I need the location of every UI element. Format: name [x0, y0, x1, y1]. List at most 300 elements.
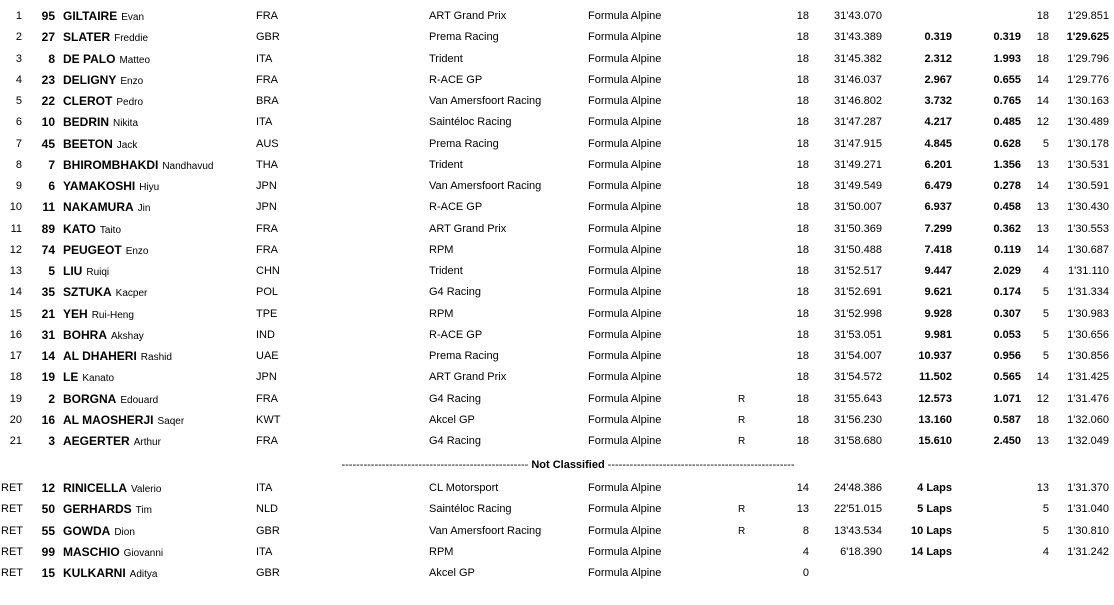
- position-cell: 9: [15, 180, 22, 192]
- driver-name-cell: [63, 49, 150, 71]
- driver-first-name: Enzo: [120, 75, 144, 87]
- best-lap-time-cell: 1'31.110: [1067, 265, 1109, 277]
- car-number-cell: 21: [41, 306, 55, 321]
- driver-last-name: GILTAIRE: [63, 9, 118, 23]
- gap-cell: 11.502: [918, 371, 952, 384]
- driver-first-name: Dion: [114, 526, 135, 538]
- laps-cell: 18: [796, 201, 809, 214]
- team-cell: ART Grand Prix: [429, 371, 507, 384]
- driver-name-cell: [63, 542, 163, 564]
- driver-last-name: AEGERTER: [63, 434, 130, 448]
- best-lap-number-cell: 13: [1036, 201, 1049, 214]
- nationality-cell: UAE: [256, 350, 279, 362]
- total-time-cell: 31'50.369: [834, 222, 882, 235]
- rookie-flag-cell: R: [738, 414, 746, 426]
- interval-cell: 0.655: [993, 73, 1021, 86]
- best-lap-time-cell: 1'31.040: [1067, 503, 1109, 516]
- laps-cell: 18: [796, 392, 809, 405]
- nationality-cell: GBR: [256, 567, 280, 579]
- position-cell: 4: [15, 73, 22, 86]
- driver-last-name: DE PALO: [63, 51, 116, 66]
- best-lap-number-cell: 5: [1042, 350, 1049, 362]
- series-cell: Formula Alpine: [588, 503, 662, 516]
- car-number-cell: 2: [48, 391, 55, 406]
- best-lap-number-cell: 4: [1042, 265, 1049, 277]
- driver-last-name: GOWDA: [63, 523, 111, 538]
- gap-cell: 9.447: [924, 265, 952, 277]
- total-time-cell: 31'52.517: [834, 265, 882, 277]
- team-cell: Trident: [429, 52, 463, 65]
- position-cell: 13: [9, 265, 22, 277]
- laps-cell: 18: [796, 180, 809, 192]
- nationality-cell: KWT: [256, 413, 281, 426]
- team-cell: Akcel GP: [429, 413, 475, 426]
- driver-name-cell: [63, 219, 121, 241]
- nationality-cell: FRA: [256, 73, 278, 86]
- best-lap-number-cell: 13: [1036, 435, 1049, 447]
- position-cell: 2: [15, 31, 22, 44]
- team-cell: Prema Racing: [429, 31, 499, 44]
- driver-name-cell: [63, 521, 135, 543]
- nationality-cell: ITA: [256, 482, 273, 494]
- best-lap-number-cell: 5: [1042, 503, 1049, 516]
- nationality-cell: JPN: [256, 371, 277, 384]
- position-cell: 21: [9, 435, 22, 447]
- driver-first-name: Saqer: [157, 415, 185, 427]
- gap-cell: 6.937: [924, 201, 952, 214]
- series-cell: Formula Alpine: [588, 265, 662, 277]
- team-cell: G4 Racing: [429, 286, 481, 299]
- position-cell: RET: [1, 545, 23, 558]
- gap-cell: 4.217: [924, 116, 952, 129]
- result-row: [0, 304, 1114, 325]
- total-time-cell: 31'52.691: [834, 286, 882, 299]
- interval-cell: 0.174: [993, 286, 1021, 299]
- total-time-cell: 24'48.386: [834, 482, 882, 494]
- driver-name-cell: [63, 304, 134, 326]
- gap-cell: 10 Laps: [911, 524, 952, 537]
- interval-cell: 0.587: [993, 413, 1021, 426]
- result-row: [0, 389, 1114, 410]
- series-cell: Formula Alpine: [588, 286, 662, 299]
- best-lap-number-cell: 14: [1036, 95, 1049, 107]
- driver-first-name: Valerio: [131, 484, 162, 495]
- position-cell: 7: [15, 137, 22, 150]
- car-number-cell: 10: [41, 115, 55, 130]
- interval-cell: 2.029: [993, 265, 1021, 277]
- car-number-cell: 16: [41, 412, 55, 427]
- driver-name-cell: [63, 346, 172, 368]
- total-time-cell: 31'43.070: [834, 10, 882, 22]
- best-lap-time-cell: 1'30.553: [1067, 222, 1109, 235]
- best-lap-number-cell: 5: [1042, 524, 1049, 537]
- driver-first-name: Freddie: [114, 33, 149, 45]
- best-lap-number-cell: 5: [1042, 137, 1049, 150]
- gap-cell: 9.621: [924, 286, 952, 299]
- interval-cell: 0.628: [993, 137, 1021, 150]
- car-number-cell: 74: [41, 242, 55, 257]
- best-lap-time-cell: 1'31.334: [1067, 286, 1109, 299]
- driver-first-name: Ruiqi: [86, 267, 110, 278]
- driver-first-name: Pedro: [116, 97, 144, 108]
- driver-first-name: Hiyu: [139, 182, 160, 193]
- gap-cell: 6.201: [924, 158, 952, 171]
- series-cell: Formula Alpine: [588, 482, 662, 494]
- total-time-cell: 22'51.015: [834, 503, 882, 516]
- not-classified-label: Not Classified: [531, 459, 605, 471]
- total-time-cell: 31'54.007: [834, 350, 882, 362]
- best-lap-time-cell: 1'30.531: [1067, 158, 1109, 171]
- position-cell: RET: [1, 482, 23, 494]
- position-cell: 14: [9, 286, 22, 299]
- car-number-cell: 22: [41, 94, 55, 108]
- best-lap-time-cell: 1'30.983: [1067, 307, 1109, 320]
- driver-name-cell: [63, 389, 158, 411]
- series-cell: Formula Alpine: [588, 137, 662, 150]
- driver-first-name: Evan: [121, 12, 145, 23]
- driver-first-name: Nikita: [113, 118, 139, 130]
- gap-cell: 7.299: [924, 222, 952, 235]
- nationality-cell: IND: [256, 328, 275, 341]
- best-lap-time-cell: 1'30.430: [1067, 201, 1109, 214]
- laps-cell: 18: [796, 265, 809, 277]
- gap-cell: 10.937: [918, 350, 952, 362]
- driver-name-cell: [63, 112, 138, 134]
- series-cell: Formula Alpine: [588, 158, 662, 171]
- series-cell: Formula Alpine: [588, 545, 662, 558]
- result-row: [0, 261, 1114, 282]
- driver-first-name: Kanato: [82, 373, 115, 385]
- driver-first-name: Nandhavud: [162, 160, 214, 172]
- driver-last-name: MASCHIO: [63, 544, 120, 559]
- best-lap-time-cell: 1'30.687: [1067, 243, 1109, 256]
- result-row: [0, 91, 1114, 112]
- best-lap-time-cell: 1'31.370: [1067, 482, 1109, 494]
- car-number-cell: 19: [41, 370, 55, 385]
- total-time-cell: 31'56.230: [834, 413, 882, 426]
- best-lap-number-cell: 5: [1042, 328, 1049, 341]
- interval-cell: 0.362: [993, 222, 1021, 235]
- series-cell: Formula Alpine: [588, 307, 662, 320]
- driver-first-name: Akshay: [111, 330, 144, 342]
- laps-cell: 4: [802, 545, 809, 558]
- car-number-cell: 3: [48, 434, 55, 448]
- total-time-cell: 31'50.488: [834, 243, 882, 256]
- best-lap-time-cell: 1'30.178: [1067, 137, 1109, 150]
- driver-name-cell: [63, 70, 143, 92]
- position-cell: 18: [9, 371, 22, 384]
- total-time-cell: 31'52.998: [834, 307, 882, 320]
- total-time-cell: 31'49.549: [834, 180, 882, 192]
- total-time-cell: 31'45.382: [834, 52, 882, 65]
- car-number-cell: 95: [41, 9, 55, 23]
- nationality-cell: FRA: [256, 10, 278, 22]
- series-cell: Formula Alpine: [588, 95, 662, 107]
- nationality-cell: THA: [256, 158, 278, 171]
- total-time-cell: 31'49.271: [834, 158, 882, 171]
- gap-cell: 15.610: [918, 435, 952, 447]
- laps-cell: 18: [796, 52, 809, 65]
- result-row: [0, 478, 1114, 499]
- driver-first-name: Taito: [99, 224, 122, 236]
- series-cell: Formula Alpine: [588, 10, 662, 22]
- driver-last-name: SLATER: [63, 30, 111, 45]
- driver-last-name: KULKARNI: [63, 566, 126, 580]
- team-cell: Trident: [429, 158, 463, 171]
- interval-cell: 0.307: [993, 307, 1021, 320]
- interval-cell: 0.053: [993, 328, 1021, 341]
- team-cell: Prema Racing: [429, 350, 499, 362]
- gap-cell: 9.928: [924, 307, 952, 320]
- series-cell: Formula Alpine: [588, 567, 662, 579]
- position-cell: 1: [15, 10, 22, 22]
- total-time-cell: 31'53.051: [834, 328, 882, 341]
- best-lap-number-cell: 13: [1036, 222, 1049, 235]
- position-cell: RET: [1, 524, 23, 537]
- best-lap-number-cell: 14: [1036, 371, 1049, 384]
- driver-first-name: Arthur: [133, 437, 161, 448]
- car-number-cell: 5: [48, 264, 55, 278]
- team-cell: Saintéloc Racing: [429, 116, 512, 129]
- gap-cell: 4.845: [924, 137, 952, 150]
- laps-cell: 18: [796, 371, 809, 384]
- result-row: [0, 49, 1114, 70]
- best-lap-time-cell: 1'29.851: [1067, 10, 1109, 22]
- best-lap-number-cell: 4: [1042, 545, 1049, 558]
- driver-first-name: Giovanni: [123, 547, 164, 559]
- driver-name-cell: [63, 176, 159, 198]
- result-row: [0, 240, 1114, 261]
- team-cell: Saintéloc Racing: [429, 503, 512, 516]
- driver-last-name: BOHRA: [63, 327, 107, 342]
- result-row: [0, 282, 1114, 303]
- interval-cell: 0.278: [993, 180, 1021, 192]
- car-number-cell: 23: [41, 72, 55, 87]
- car-number-cell: 99: [41, 544, 55, 559]
- total-time-cell: 31'46.802: [834, 95, 882, 107]
- car-number-cell: 27: [41, 30, 55, 45]
- driver-name-cell: [63, 240, 148, 262]
- series-cell: Formula Alpine: [588, 243, 662, 256]
- team-cell: Van Amersfoort Racing: [429, 524, 542, 537]
- laps-cell: 18: [796, 158, 809, 171]
- result-row: [0, 542, 1114, 563]
- car-number-cell: 31: [41, 327, 55, 342]
- rookie-flag-cell: R: [738, 436, 746, 447]
- team-cell: CL Motorsport: [429, 482, 499, 494]
- laps-cell: 18: [796, 73, 809, 86]
- driver-last-name: SZTUKA: [63, 285, 112, 300]
- series-cell: Formula Alpine: [588, 31, 662, 44]
- position-cell: 11: [10, 222, 22, 235]
- series-cell: Formula Alpine: [588, 435, 662, 447]
- interval-cell: 0.765: [993, 95, 1021, 107]
- driver-name-cell: [63, 27, 148, 49]
- driver-last-name: RINICELLA: [63, 481, 127, 495]
- laps-cell: 18: [796, 350, 809, 362]
- interval-cell: 0.458: [993, 201, 1021, 214]
- position-cell: 15: [9, 307, 22, 320]
- driver-last-name: AL DHAHERI: [63, 349, 137, 363]
- best-lap-time-cell: 1'30.489: [1067, 116, 1109, 129]
- interval-cell: 0.319: [993, 31, 1021, 44]
- driver-first-name: Matteo: [119, 54, 151, 66]
- best-lap-time-cell: 1'30.810: [1067, 524, 1109, 537]
- laps-cell: 18: [796, 307, 809, 320]
- laps-cell: 18: [796, 116, 809, 129]
- best-lap-number-cell: 18: [1036, 10, 1049, 22]
- best-lap-time-cell: 1'29.796: [1067, 52, 1109, 65]
- result-row: [0, 176, 1114, 197]
- car-number-cell: 6: [48, 179, 55, 193]
- driver-last-name: YEH: [63, 306, 88, 321]
- position-cell: 20: [9, 413, 22, 426]
- gap-cell: 13.160: [918, 413, 952, 426]
- driver-name-cell: [63, 6, 144, 28]
- best-lap-number-cell: 12: [1036, 116, 1049, 129]
- best-lap-time-cell: 1'29.625: [1066, 31, 1109, 44]
- total-time-cell: 31'54.572: [834, 371, 882, 384]
- best-lap-number-cell: 14: [1036, 243, 1049, 256]
- best-lap-number-cell: 18: [1036, 413, 1049, 426]
- driver-last-name: BEDRIN: [63, 115, 110, 130]
- laps-cell: 18: [796, 95, 809, 107]
- divider-dashes-right: ---------------------------------------------------: [607, 459, 795, 471]
- team-cell: RPM: [429, 243, 454, 256]
- position-cell: 17: [9, 350, 22, 362]
- gap-cell: 2.967: [924, 73, 952, 86]
- series-cell: Formula Alpine: [588, 116, 662, 129]
- interval-cell: 1.356: [993, 158, 1021, 171]
- series-cell: Formula Alpine: [588, 350, 662, 362]
- team-cell: R-ACE GP: [429, 328, 483, 341]
- driver-last-name: PEUGEOT: [63, 242, 122, 257]
- driver-last-name: AL MAOSHERJI: [63, 412, 154, 427]
- best-lap-time-cell: 1'30.856: [1067, 350, 1109, 362]
- driver-name-cell: [63, 282, 147, 304]
- gap-cell: 9.981: [924, 328, 952, 341]
- laps-cell: 8: [802, 524, 809, 537]
- nationality-cell: FRA: [256, 222, 278, 235]
- driver-last-name: DELIGNY: [63, 72, 117, 87]
- series-cell: Formula Alpine: [588, 222, 662, 235]
- series-cell: Formula Alpine: [588, 371, 662, 384]
- laps-cell: 18: [796, 243, 809, 256]
- gap-cell: 7.418: [924, 243, 952, 256]
- result-row: [0, 219, 1114, 240]
- rookie-flag-cell: R: [738, 393, 746, 405]
- position-cell: 5: [15, 95, 22, 107]
- best-lap-number-cell: 18: [1036, 31, 1049, 44]
- total-time-cell: 31'47.287: [834, 116, 882, 129]
- driver-last-name: CLEROT: [63, 94, 113, 108]
- gap-cell: 5 Laps: [917, 503, 952, 516]
- team-cell: Prema Racing: [429, 137, 499, 150]
- team-cell: RPM: [429, 307, 454, 320]
- car-number-cell: 35: [41, 285, 55, 300]
- best-lap-time-cell: 1'29.776: [1067, 73, 1109, 86]
- laps-cell: 18: [796, 31, 809, 44]
- car-number-cell: 15: [41, 566, 55, 580]
- gap-cell: 2.312: [924, 52, 952, 65]
- driver-name-cell: [63, 197, 150, 219]
- position-cell: 3: [15, 52, 22, 65]
- nationality-cell: ITA: [256, 52, 273, 65]
- driver-name-cell: [63, 134, 137, 156]
- series-cell: Formula Alpine: [588, 201, 662, 214]
- series-cell: Formula Alpine: [588, 392, 662, 405]
- car-number-cell: 14: [41, 349, 55, 363]
- driver-first-name: Edouard: [120, 394, 159, 406]
- result-row: [0, 431, 1114, 452]
- team-cell: G4 Racing: [429, 435, 481, 447]
- interval-cell: 1.993: [993, 52, 1021, 65]
- car-number-cell: 12: [41, 481, 55, 495]
- laps-cell: 14: [796, 482, 809, 494]
- nationality-cell: ITA: [256, 116, 273, 129]
- best-lap-number-cell: 5: [1042, 307, 1049, 320]
- nationality-cell: FRA: [256, 243, 278, 256]
- gap-cell: 4 Laps: [917, 482, 952, 494]
- interval-cell: 0.565: [993, 371, 1021, 384]
- best-lap-time-cell: 1'30.163: [1067, 95, 1109, 107]
- team-cell: R-ACE GP: [429, 73, 483, 86]
- nationality-cell: AUS: [256, 137, 279, 150]
- driver-first-name: Tim: [135, 505, 152, 517]
- best-lap-time-cell: 1'31.425: [1067, 371, 1109, 384]
- driver-name-cell: [63, 478, 161, 500]
- best-lap-time-cell: 1'31.242: [1067, 545, 1109, 558]
- driver-name-cell: [63, 155, 213, 177]
- team-cell: RPM: [429, 545, 454, 558]
- position-cell: 10: [9, 201, 22, 214]
- result-row: [0, 499, 1114, 520]
- result-row: [0, 325, 1114, 346]
- total-time-cell: 31'47.915: [834, 137, 882, 150]
- driver-name-cell: [63, 261, 109, 283]
- series-cell: Formula Alpine: [588, 524, 662, 537]
- result-row: [0, 70, 1114, 91]
- position-cell: RET: [1, 503, 23, 516]
- driver-name-cell: [63, 499, 152, 521]
- result-row: [0, 410, 1114, 431]
- driver-name-cell: [63, 410, 184, 432]
- team-cell: Van Amersfoort Racing: [429, 95, 542, 107]
- gap-cell: 0.319: [924, 31, 952, 44]
- best-lap-number-cell: 18: [1036, 52, 1049, 65]
- team-cell: G4 Racing: [429, 392, 481, 405]
- position-cell: 19: [9, 392, 22, 405]
- driver-last-name: NAKAMURA: [63, 200, 134, 215]
- nationality-cell: JPN: [256, 180, 277, 192]
- laps-cell: 18: [796, 435, 809, 447]
- best-lap-time-cell: 1'31.476: [1067, 392, 1109, 405]
- laps-cell: 18: [796, 328, 809, 341]
- best-lap-number-cell: 13: [1036, 482, 1049, 494]
- total-time-cell: 31'55.643: [834, 392, 882, 405]
- driver-last-name: YAMAKOSHI: [63, 179, 136, 193]
- gap-cell: 3.732: [924, 95, 952, 107]
- position-cell: 16: [9, 328, 22, 341]
- car-number-cell: 11: [42, 200, 55, 215]
- position-cell: 6: [15, 116, 22, 129]
- laps-cell: 18: [796, 286, 809, 299]
- team-cell: ART Grand Prix: [429, 222, 507, 235]
- nationality-cell: BRA: [256, 95, 279, 107]
- best-lap-number-cell: 5: [1042, 286, 1049, 299]
- result-row: [0, 134, 1114, 155]
- total-time-cell: 31'43.389: [834, 31, 882, 44]
